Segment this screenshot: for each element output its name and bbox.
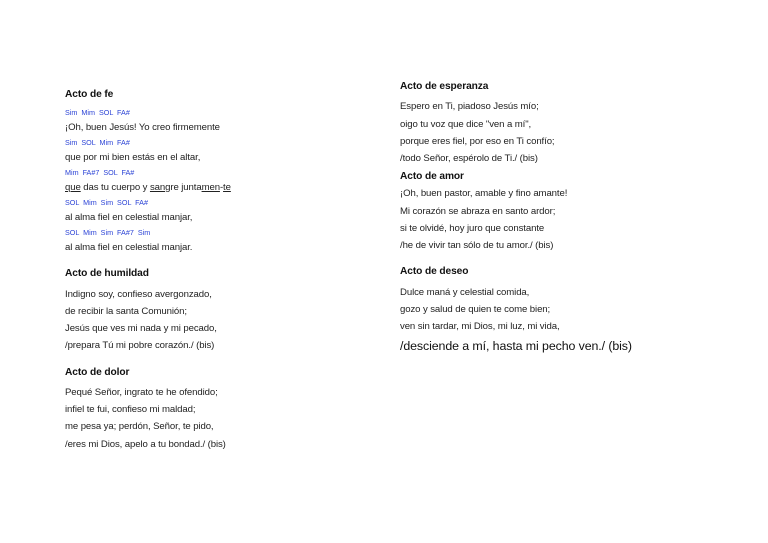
underlined-syllable: san bbox=[149, 182, 166, 193]
verse-line: /he de vivir tan sólo de tu amor./ (bis) bbox=[400, 240, 554, 251]
underlined-syllable: men bbox=[201, 182, 220, 193]
underlined-syllable: te bbox=[223, 182, 231, 193]
chord-line: SOL Mim Sim FA#7 Sim bbox=[65, 228, 151, 237]
verse-line: Indigno soy, confieso avergonzado, bbox=[65, 289, 212, 300]
verse-line: /prepara Tú mi pobre corazón./ (bis) bbox=[65, 340, 215, 351]
verse-line: infiel te fui, confieso mi maldad; bbox=[65, 404, 196, 415]
chord-line: Sim SOL Mim FA# bbox=[65, 138, 130, 147]
verse-line-large: /desciende a mí, hasta mi pecho ven./ (bis) bbox=[400, 339, 632, 353]
verse-line: Jesús que ves mi nada y mi pecado, bbox=[65, 323, 217, 334]
verse-line: ¡Oh, buen pastor, amable y fino amante! bbox=[400, 188, 568, 199]
verse-line-underlined bbox=[65, 182, 231, 193]
verse-line: gozo y salud de quien te come bien; bbox=[400, 304, 551, 315]
acto-de-dolor-title: Acto de dolor bbox=[65, 367, 130, 378]
verse-line: /eres mi Dios, apelo a tu bondad./ (bis) bbox=[65, 439, 226, 450]
verse-line: ven sin tardar, mi Dios, mi luz, mi vida, bbox=[400, 321, 560, 332]
chord-line: Sim Mim SOL FA# bbox=[65, 108, 130, 117]
verse-line: porque eres fiel, por eso en Ti confío; bbox=[400, 136, 555, 147]
acto-de-fe-title: Acto de fe bbox=[65, 89, 114, 100]
verse-line: que por mi bien estás en el altar, bbox=[65, 152, 201, 163]
verse-line: de recibir la santa Comunión; bbox=[65, 306, 187, 317]
verse-line: Espero en Ti, piadoso Jesús mío; bbox=[400, 101, 539, 112]
verse-line: /todo Señor, espérolo de Ti./ (bis) bbox=[400, 153, 538, 164]
verse-text: - bbox=[219, 182, 224, 193]
verse-line: Dulce maná y celestial comida, bbox=[400, 287, 530, 298]
verse-text: gre junta bbox=[165, 182, 202, 193]
acto-de-esperanza-title: Acto de esperanza bbox=[400, 81, 489, 92]
acto-de-humildad-title: Acto de humildad bbox=[65, 268, 149, 279]
verse-text: das tu cuerpo y bbox=[80, 182, 150, 193]
verse-line: oigo tu voz que dice "ven a mí", bbox=[400, 119, 532, 130]
verse-line: Pequé Señor, ingrato te he ofendido; bbox=[65, 387, 218, 398]
verse-line: si te olvidé, hoy juro que constante bbox=[400, 223, 545, 234]
verse-line: al alma fiel en celestial manjar, bbox=[65, 212, 193, 223]
acto-de-amor-title: Acto de amor bbox=[400, 171, 464, 182]
verse-line: ¡Oh, buen Jesús! Yo creo firmemente bbox=[65, 122, 220, 133]
chord-line: Mim FA#7 SOL FA# bbox=[65, 168, 135, 177]
verse-line: al alma fiel en celestial manjar. bbox=[65, 242, 193, 253]
underlined-syllable: que bbox=[65, 182, 81, 193]
verse-line: me pesa ya; perdón, Señor, te pido, bbox=[65, 421, 214, 432]
verse-line: Mi corazón se abraza en santo ardor; bbox=[400, 206, 556, 217]
chord-line: SOL Mim Sim SOL FA# bbox=[65, 198, 148, 207]
acto-de-deseo-title: Acto de deseo bbox=[400, 266, 469, 277]
